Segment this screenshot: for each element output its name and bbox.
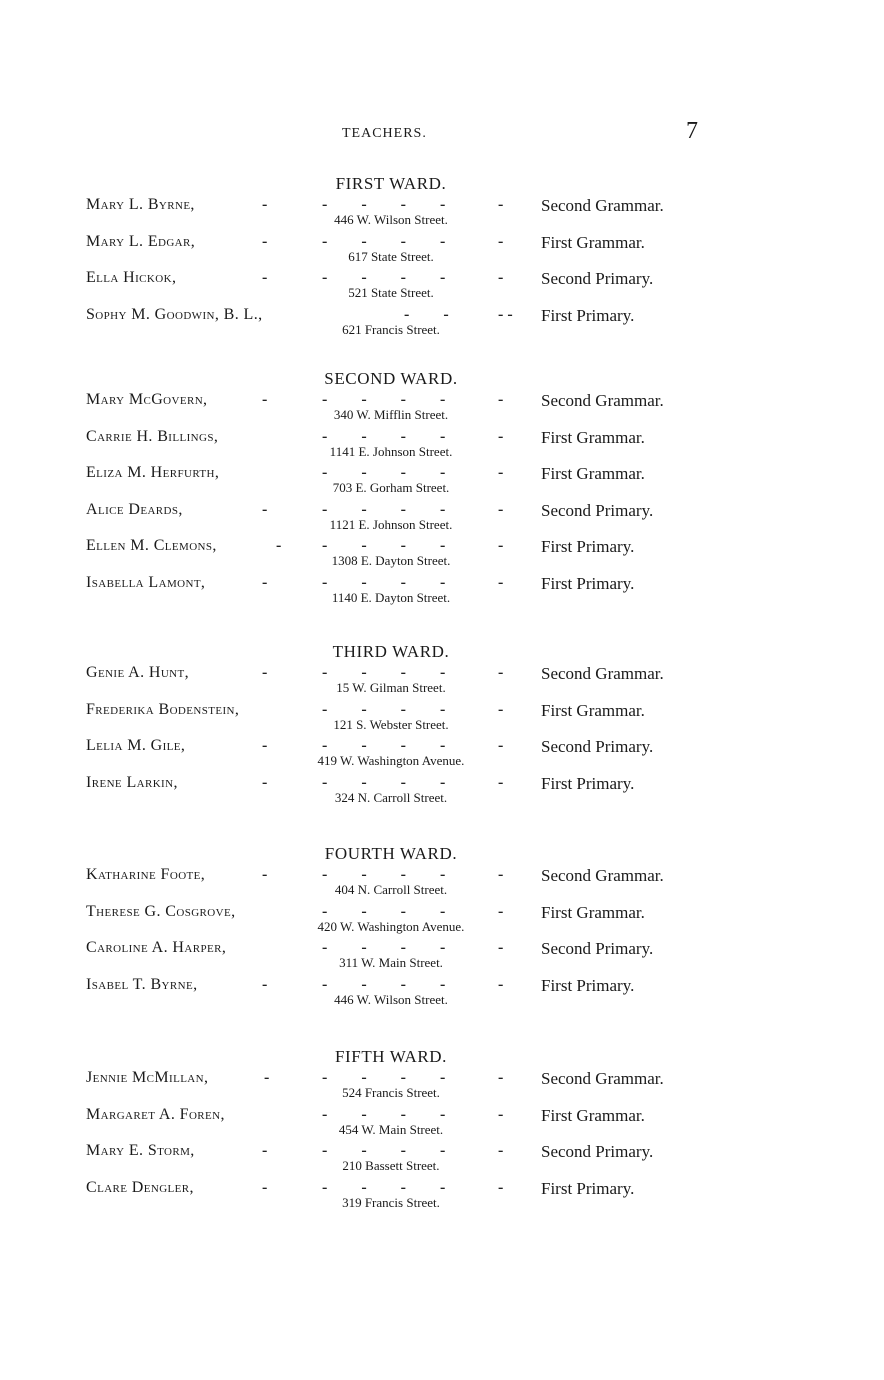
leader-dashes: - - - -	[322, 1142, 446, 1159]
teacher-name: Isabel T. Byrne,	[86, 975, 198, 993]
leader-dashes: - - - -	[322, 866, 446, 883]
teacher-name: Katharine Foote,	[86, 866, 206, 883]
ward-title: THIRD WARD.	[332, 642, 450, 661]
leader-dashes: - - - -	[322, 939, 446, 956]
teacher-address: 1140 E. Dayton Street.	[331, 589, 451, 605]
teacher-grade: First Grammar.	[541, 464, 645, 483]
teacher-row	[0, 737, 884, 774]
leader-dashes: - - - -	[322, 196, 446, 213]
leader-dashes: - - - -	[322, 500, 446, 518]
leader-dashes: - - - -	[322, 700, 446, 718]
teacher-list	[0, 1069, 884, 1215]
leader-dash: -	[262, 1178, 268, 1196]
leader-dash: -	[262, 664, 268, 681]
teacher-name: Eliza M. Herfurth,	[86, 464, 220, 481]
teacher-address: 340 W. Mifflin Street.	[333, 407, 449, 422]
teacher-address: 1308 E. Dayton Street.	[331, 553, 451, 568]
leader-dash: -	[498, 391, 504, 408]
teacher-row	[0, 1179, 884, 1216]
teacher-row	[0, 939, 884, 976]
leader-dash: -	[498, 1178, 504, 1196]
teacher-name: Jennie McMillan,	[86, 1069, 209, 1086]
teacher-grade: Second Grammar.	[541, 866, 664, 885]
teacher-row	[0, 976, 884, 1013]
teacher-name: Mary L. Edgar,	[86, 232, 196, 250]
teacher-grade: Second Grammar.	[541, 1069, 664, 1088]
teacher-row	[0, 464, 884, 501]
teacher-address: 419 W. Washington Avenue.	[317, 753, 465, 768]
leader-dash: -	[262, 500, 268, 518]
teacher-list	[0, 196, 884, 342]
leader-dash: -	[262, 232, 268, 250]
teacher-list	[0, 391, 884, 610]
teacher-name: Therese G. Cosgrove,	[86, 902, 236, 920]
leader-dash: -	[498, 664, 504, 681]
teacher-name: Mary McGovern,	[86, 391, 208, 408]
teacher-row	[0, 701, 884, 738]
ward-title: FOURTH WARD.	[324, 844, 458, 863]
teacher-address: 324 N. Carroll Street.	[334, 789, 448, 805]
leader-dash: -	[498, 1069, 504, 1086]
leader-dashes: - - - -	[322, 1105, 446, 1123]
ward-title: FIFTH WARD.	[334, 1047, 448, 1066]
teacher-grade: Second Primary.	[541, 269, 654, 288]
leader-dash: -	[262, 975, 268, 993]
leader-dash: -	[498, 1105, 504, 1123]
teacher-grade: First Primary.	[541, 537, 635, 556]
teacher-grade: Second Primary.	[541, 939, 654, 958]
teacher-grade: Second Grammar.	[541, 391, 664, 410]
teacher-row	[0, 903, 884, 940]
leader-dash: -	[498, 427, 504, 445]
leader-dashes: - - - -	[322, 1178, 446, 1196]
teacher-row	[0, 501, 884, 538]
teacher-row	[0, 1069, 884, 1106]
teacher-grade: First Grammar.	[541, 700, 645, 720]
teacher-address: 420 W. Washington Avenue.	[317, 918, 465, 934]
teacher-row	[0, 664, 884, 701]
leader-dash: -	[498, 939, 504, 956]
leader-dashes: - - - -	[322, 391, 446, 408]
teacher-name: Carrie H. Billings,	[86, 427, 219, 445]
leader-dashes: - - - -	[322, 427, 446, 445]
teacher-address: 319 Francis Street.	[342, 1194, 440, 1210]
teacher-grade: First Grammar.	[541, 232, 645, 252]
leader-dashes: - - - -	[322, 573, 446, 591]
teacher-name: Sophy M. Goodwin, B. L.,	[86, 305, 263, 323]
teacher-address: 15 W. Gilman Street.	[336, 680, 446, 695]
teacher-address: 617 State Street.	[348, 248, 434, 264]
teacher-name: Mary L. Byrne,	[86, 196, 195, 213]
leader-dash: -	[262, 737, 268, 754]
teacher-row	[0, 1142, 884, 1179]
teacher-name: Caroline A. Harper,	[86, 939, 227, 956]
teacher-address: 621 Francis Street.	[342, 321, 440, 337]
teacher-address: 703 E. Gorham Street.	[332, 480, 450, 495]
leader-dash: -	[498, 1142, 504, 1159]
teacher-name: Margaret A. Foren,	[86, 1105, 225, 1123]
ward-title: FIRST WARD.	[335, 174, 447, 193]
teacher-grade: Second Primary.	[541, 500, 654, 520]
leader-dash: -	[262, 773, 268, 791]
leader-dash: -	[498, 196, 504, 213]
teacher-name: Mary E. Storm,	[86, 1142, 195, 1159]
teacher-name: Lelia M. Gile,	[86, 737, 186, 754]
teacher-list	[0, 664, 884, 810]
leader-dash: -	[262, 866, 268, 883]
teacher-row	[0, 866, 884, 903]
teacher-grade: First Primary.	[541, 305, 635, 325]
leader-dashes: - - - -	[322, 537, 446, 554]
leader-dashes: - - - -	[322, 1069, 446, 1086]
teacher-name: Frederika Bodenstein,	[86, 700, 240, 718]
teacher-row	[0, 428, 884, 465]
teacher-grade: First Primary.	[541, 975, 635, 995]
teacher-grade: Second Grammar.	[541, 196, 664, 215]
leader-dash: -	[498, 464, 504, 481]
page-header	[0, 118, 884, 150]
leader-dash: -	[498, 537, 504, 554]
teacher-row	[0, 391, 884, 428]
page-number: 7	[686, 118, 698, 144]
leader-dash: -	[498, 866, 504, 883]
leader-dash: -	[498, 737, 504, 754]
teacher-grade: First Grammar.	[541, 1105, 645, 1125]
teacher-address: 121 S. Webster Street.	[333, 716, 449, 732]
leader-dash: -	[498, 269, 504, 286]
teacher-address: 210 Bassett Street.	[342, 1158, 440, 1173]
teacher-address: 404 N. Carroll Street.	[334, 882, 448, 897]
leader-dash: -	[264, 1069, 270, 1086]
teacher-grade: Second Grammar.	[541, 664, 664, 683]
teacher-row	[0, 233, 884, 270]
teacher-list	[0, 866, 884, 1012]
leader-dash: -	[262, 391, 268, 408]
leader-dash: -	[498, 232, 504, 250]
teacher-name: Ellen M. Clemons,	[86, 537, 217, 554]
teacher-name: Ella Hickok,	[86, 269, 177, 286]
leader-dash: -	[262, 573, 268, 591]
teacher-grade: First Grammar.	[541, 902, 645, 922]
leader-dashes: - - - -	[322, 737, 446, 754]
teacher-row	[0, 537, 884, 574]
teacher-grade: First Primary.	[541, 1178, 635, 1198]
leader-dash: -	[498, 700, 504, 718]
leader-dashes: - - - -	[322, 464, 446, 481]
leader-dashes: - - - -	[322, 269, 446, 286]
leader-dash: -	[262, 196, 268, 213]
leader-dashes: - - - -	[322, 664, 446, 681]
teacher-address: 446 W. Wilson Street.	[334, 991, 448, 1007]
running-title: TEACHERS.	[342, 126, 427, 141]
leader-dash: -	[262, 269, 268, 286]
teacher-name: Clare Dengler,	[86, 1178, 194, 1196]
teacher-name: Irene Larkin,	[86, 773, 178, 791]
leader-dashes: - - - -	[322, 975, 446, 993]
leader-dashes: - - - -	[322, 232, 446, 250]
teacher-row	[0, 306, 884, 343]
teacher-address: 454 W. Main Street.	[338, 1121, 444, 1137]
teacher-row	[0, 1106, 884, 1143]
teacher-address: 521 State Street.	[348, 285, 434, 300]
teacher-grade: First Primary.	[541, 573, 635, 593]
leader-dashes: - -	[404, 305, 449, 323]
leader-dash: -	[262, 1142, 268, 1159]
leader-dash: -	[498, 773, 504, 791]
teacher-name: Isabella Lamont,	[86, 573, 206, 591]
leader-dash: -	[498, 500, 504, 518]
teacher-row	[0, 574, 884, 611]
teacher-grade: First Primary.	[541, 773, 635, 793]
leader-dashes: - - - -	[322, 902, 446, 920]
leader-dash: -	[498, 573, 504, 591]
teacher-row	[0, 269, 884, 306]
ward-title: SECOND WARD.	[324, 369, 458, 388]
teacher-address: 311 W. Main Street.	[339, 955, 443, 970]
teacher-grade: Second Primary.	[541, 1142, 654, 1161]
leader-dash: -	[498, 975, 504, 993]
teacher-address: 524 Francis Street.	[342, 1085, 440, 1100]
teacher-row	[0, 774, 884, 811]
leader-dash: -	[276, 537, 282, 554]
leader-dash: - -	[498, 305, 513, 323]
teacher-row	[0, 196, 884, 233]
leader-dash: -	[498, 902, 504, 920]
teacher-name: Alice Deards,	[86, 500, 183, 518]
teacher-address: 1141 E. Johnson Street.	[329, 443, 453, 459]
teacher-address: 1121 E. Johnson Street.	[329, 516, 453, 532]
leader-dashes: - - - -	[322, 773, 446, 791]
teacher-address: 446 W. Wilson Street.	[334, 212, 448, 227]
teacher-name: Genie A. Hunt,	[86, 664, 190, 681]
teacher-grade: First Grammar.	[541, 427, 645, 447]
teacher-grade: Second Primary.	[541, 737, 654, 756]
